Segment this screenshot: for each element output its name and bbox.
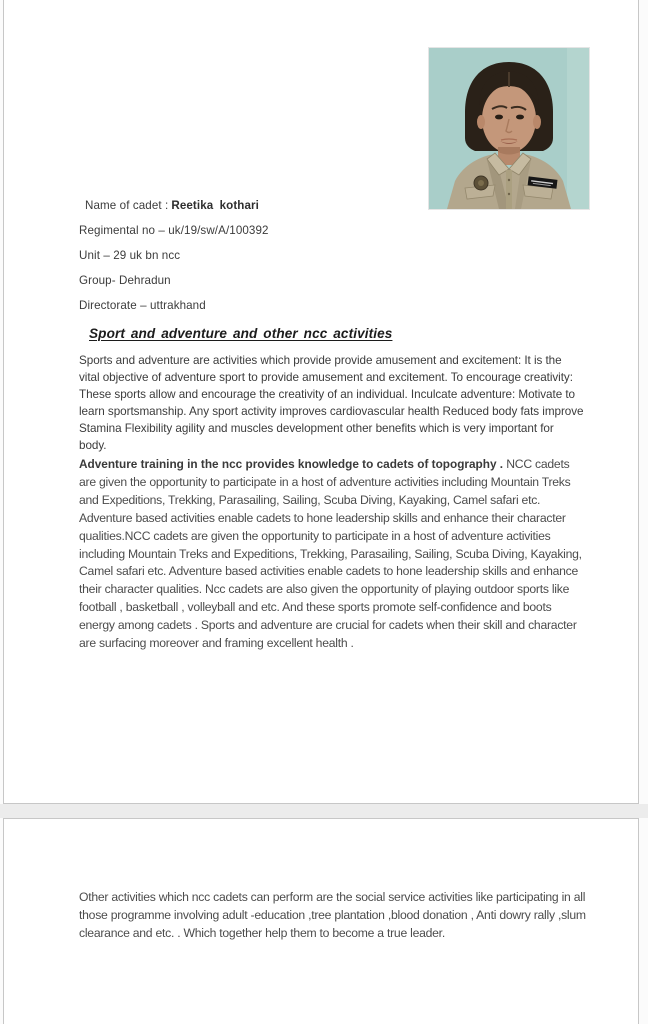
group-line: Group- Dehradun: [79, 274, 171, 287]
paragraph-adventure-training: [79, 456, 587, 653]
paragraph-adventure-training-rest: NCC cadets are given the opportunity to participate in a host of adventure activities including Mountain Treks and Expeditions, Trekking, Parasailing, Sailing, Scuba Diving, Kayaking, Camel safari etc. Adventure based activities enable cadets to hone leadership skills and enhance their character qualities.NCC cadets are given the opportunity to participate in a host of adventure activities including Mountain Treks and Expeditions, Trekking, Parasailing, Sailing, Scuba Diving, Kayaking, Camel safari etc. Adventure based activities enable cadets to hone leadership skills and enhance their character qualities. Ncc cadets are also given the opportunity of playing outdoor sports like football , basketball , volleyball and etc. And these sports promote self-confidence and boots energy among cadets . Sports and adventure are crucial for cadets when their skill and character are surfacing moreover and framing excellent health .: [79, 457, 582, 651]
unit-line: Unit – 29 uk bn ncc: [79, 249, 181, 262]
page-1: [3, 0, 639, 804]
cadet-name-line: [79, 200, 479, 212]
directorate-line: Directorate – uttrakhand: [79, 299, 206, 312]
cadet-name-value: Reetika kothari: [171, 199, 259, 212]
cadet-portrait-illustration: [429, 48, 589, 209]
paragraph-sports-and-adventure: Sports and adventure are activities which provide provide amusement and excitement: It is the vital objective of adventure sport to provide amusement and excitement. To encourage creativity: These sports allow and encourage the creativity of an individual. Inculcate adventure: Motivate to learn sportsmanship. Any sport activity improves cardiovascular health Reduced body fats improve Stamina Flexibility agility and muscles development other benefits which is very important for body.: [79, 354, 584, 453]
cadet-photo: [429, 48, 589, 209]
section-heading: Sport and adventure and other ncc activities: [89, 326, 393, 341]
cadet-name-label: Name of cadet :: [85, 199, 169, 212]
page-2: [3, 818, 639, 1024]
paragraph-adventure-training-lead: Adventure training in the ncc provides knowledge to cadets of topography .: [79, 457, 504, 471]
regimental-no-line: Regimental no – uk/19/sw/A/100392: [79, 224, 269, 237]
page-gap: [0, 804, 648, 818]
cadet-info-block: [79, 200, 479, 325]
paragraph-other-activities: Other activities which ncc cadets can perform are the social service activities like participating in all those programme involving adult -education ,tree plantation ,blood donation , Anti dowry rally ,slum clearance and etc. . Which together help them to become a true leader.: [79, 890, 586, 940]
